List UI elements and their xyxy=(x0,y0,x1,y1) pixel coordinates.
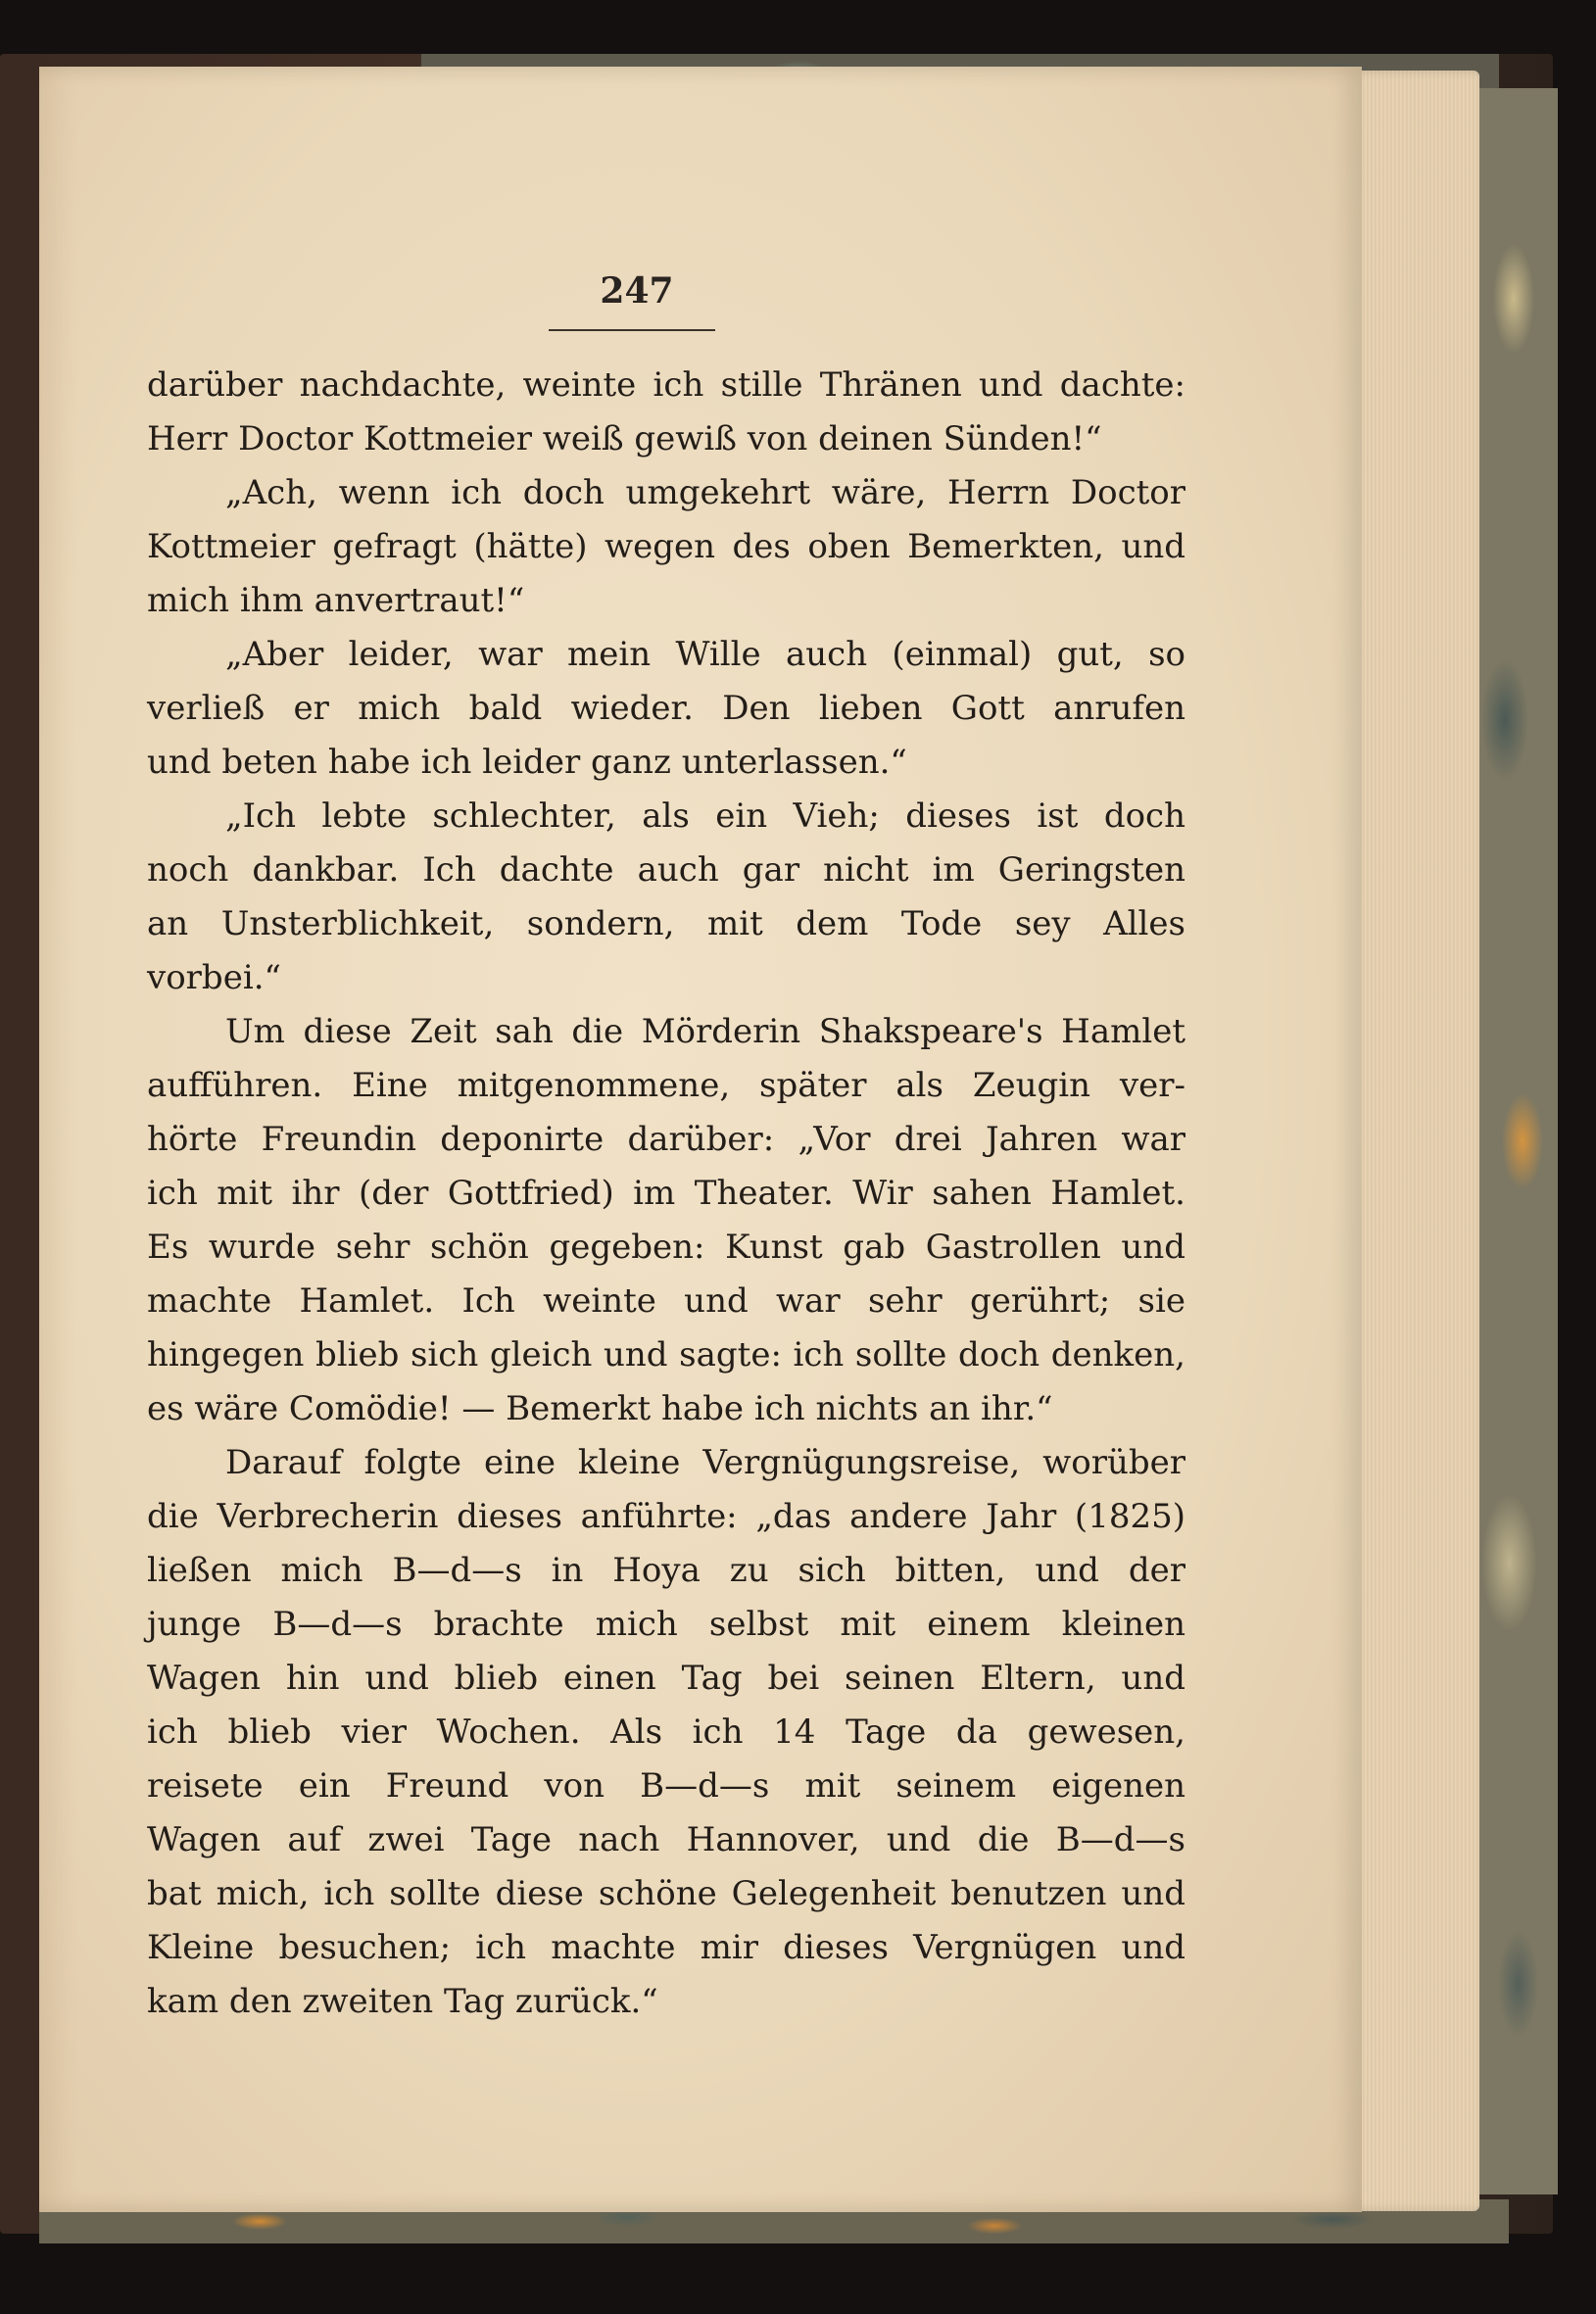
text-line: Herr Doctor Kottmeier weiß gewiß von deinen Sünden!“ xyxy=(147,419,1102,458)
text-line: Darauf folgte eine kleine Vergnügungsreise, worüber xyxy=(225,1443,1185,1482)
text-line: an Unsterblichkeit, sondern, mit dem Tode sey Alles xyxy=(147,904,1185,943)
text-line: junge B—d—s brachte mich selbst mit einem kleinen xyxy=(147,1605,1185,1644)
text-line: vorbei.“ xyxy=(147,958,281,997)
text-line: machte Hamlet. Ich weinte und war sehr gerührt; sie xyxy=(147,1281,1185,1321)
text-line: aufführen. Eine mitgenommene, später als Zeugin ver- xyxy=(147,1066,1185,1105)
text-line: noch dankbar. Ich dachte auch gar nicht im Geringsten xyxy=(147,850,1185,890)
text-line: kam den zweiten Tag zurück.“ xyxy=(147,1982,658,2021)
marbled-edge-right xyxy=(1470,88,1558,2194)
text-line: „Aber leider, war mein Wille auch (einmal) gut, so xyxy=(225,635,1185,674)
text-line: ich blieb vier Wochen. Als ich 14 Tage da gewesen, xyxy=(147,1712,1185,1752)
text-line: hingegen blieb sich gleich und sagte: ich sollte doch denken, xyxy=(147,1335,1185,1374)
text-line: „Ich lebte schlechter, als ein Vieh; dieses ist doch xyxy=(225,796,1185,836)
page-number: 247 xyxy=(600,270,674,312)
text-line: ich mit ihr (der Gottfried) im Theater. Wir sahen Hamlet. xyxy=(147,1174,1185,1213)
text-line: die Verbrecherin dieses anführte: „das andere Jahr (1825) xyxy=(147,1497,1185,1536)
text-line: es wäre Comödie! — Bemerkt habe ich nichts an ihr.“ xyxy=(147,1389,1053,1428)
text-line: ließen mich B—d—s in Hoya zu sich bitten, und der xyxy=(147,1551,1185,1590)
text-line: Wagen hin und blieb einen Tag bei seinen Eltern, und xyxy=(147,1659,1185,1698)
text-line: und beten habe ich leider ganz unterlassen.“ xyxy=(147,743,907,782)
text-line: Wagen auf zwei Tage nach Hannover, und die B—d—s xyxy=(147,1820,1185,1859)
text-line: Es wurde sehr schön gegeben: Kunst gab Gastrollen und xyxy=(147,1228,1185,1267)
page-text xyxy=(147,359,1185,2029)
text-line: bat mich, ich sollte diese schöne Gelegenheit benutzen und xyxy=(147,1874,1185,1913)
text-line: mich ihm anvertraut!“ xyxy=(147,581,525,620)
text-line: verließ er mich bald wieder. Den lieben Gott anrufen xyxy=(147,689,1185,728)
text-line: Um diese Zeit sah die Mörderin Shakspeare's Hamlet xyxy=(225,1012,1185,1051)
text-line: darüber nachdachte, weinte ich stille Thränen und dachte: xyxy=(147,365,1185,405)
text-line: „Ach, wenn ich doch umgekehrt wäre, Herrn Doctor xyxy=(225,473,1185,512)
text-line: Kleine besuchen; ich machte mir dieses Vergnügen und xyxy=(147,1928,1185,1967)
text-line: Kottmeier gefragt (hätte) wegen des oben Bemerkten, und xyxy=(147,527,1185,566)
book-page xyxy=(39,67,1362,2212)
text-line: hörte Freundin deponirte darüber: „Vor drei Jahren war xyxy=(147,1120,1185,1159)
page-number-rule xyxy=(549,329,715,331)
text-line: reisete ein Freund von B—d—s mit seinem eigenen xyxy=(147,1766,1185,1806)
page-edges xyxy=(1342,71,1479,2211)
